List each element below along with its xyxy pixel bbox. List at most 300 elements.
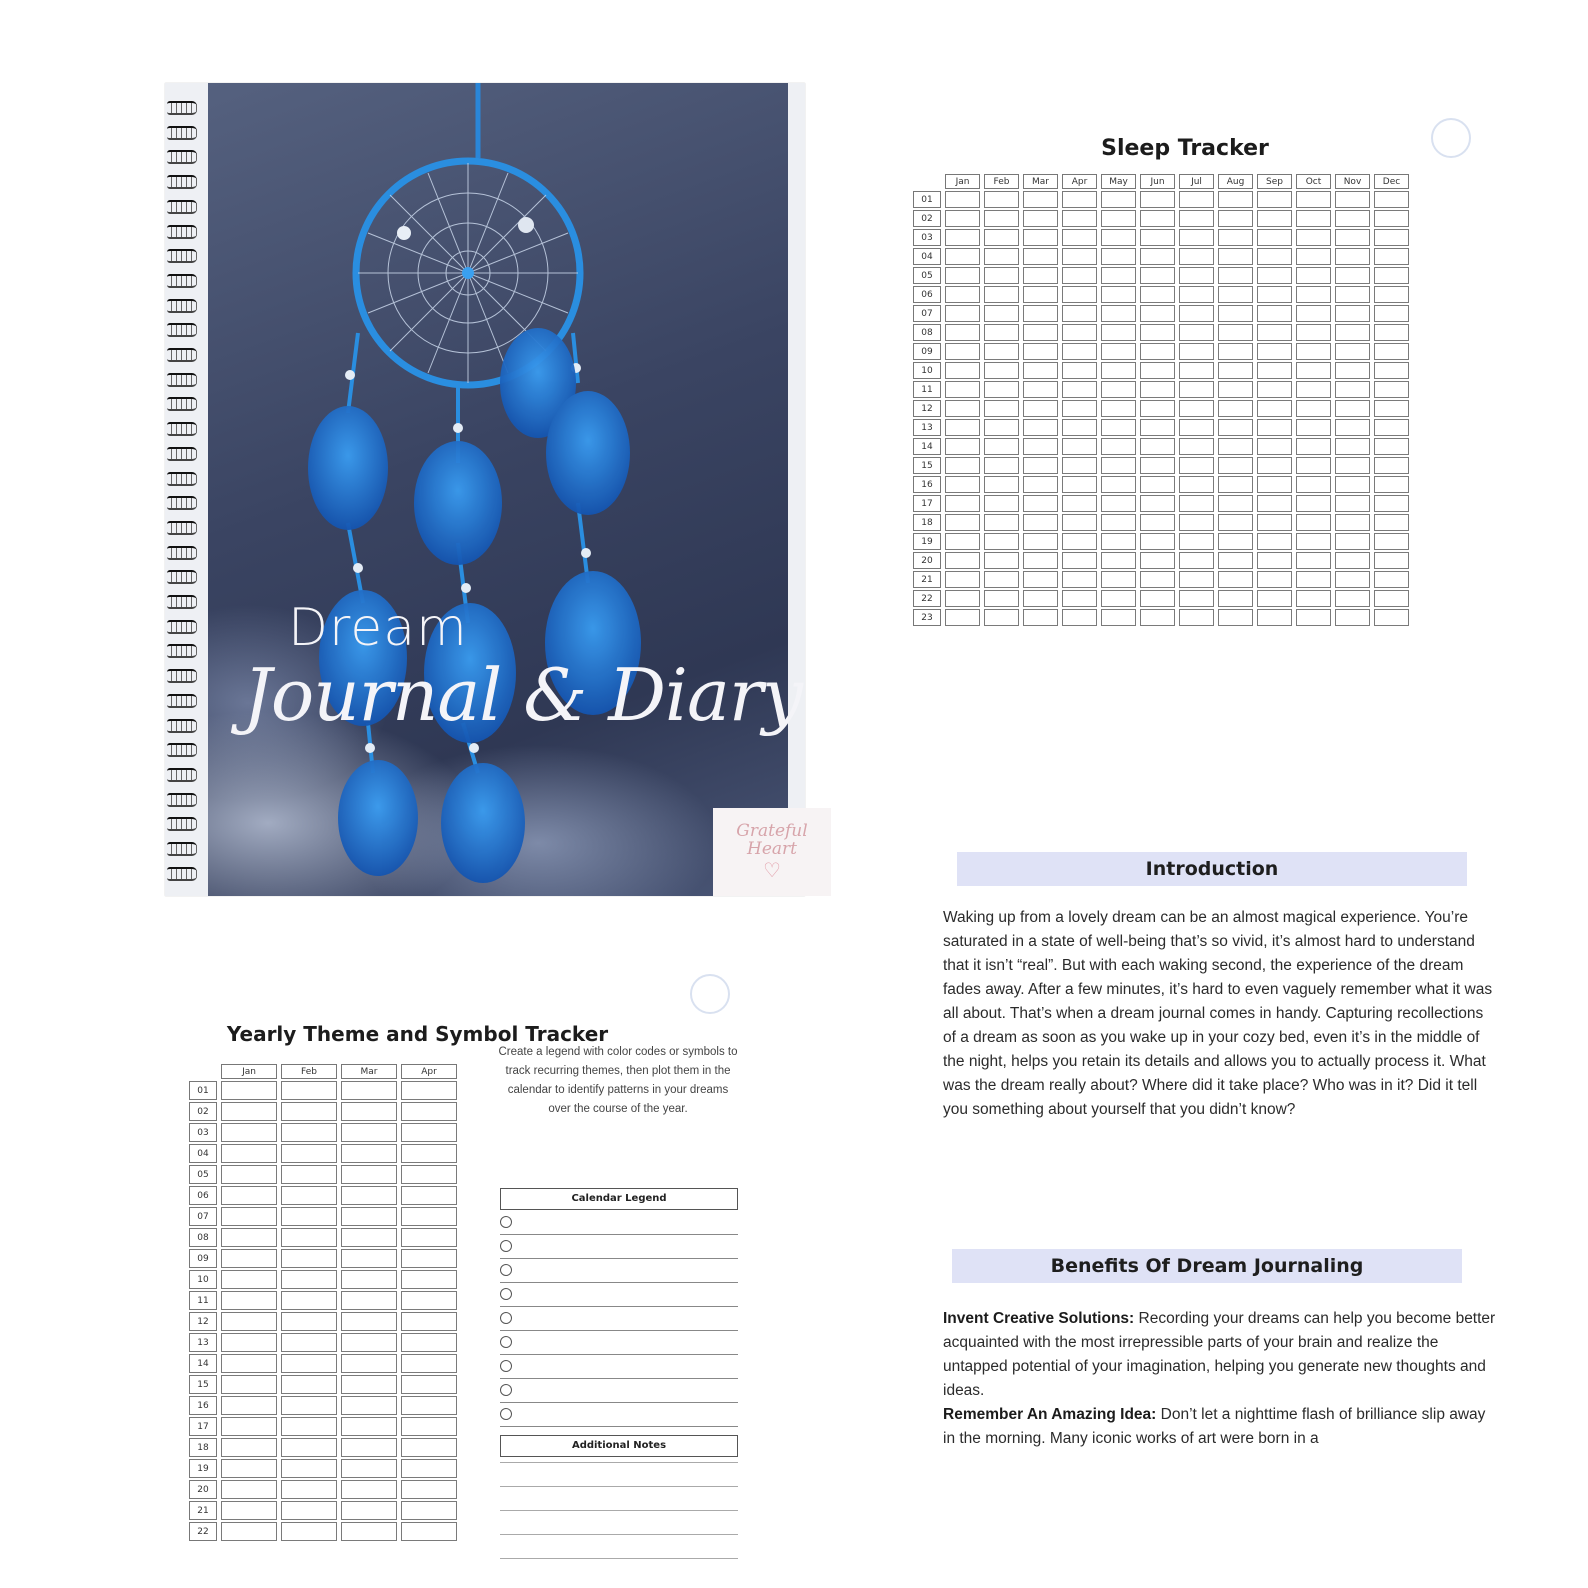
tracker-cell[interactable]	[1101, 267, 1136, 284]
legend-row[interactable]	[500, 1212, 738, 1235]
tracker-cell[interactable]	[1179, 362, 1214, 379]
tracker-cell[interactable]	[401, 1396, 457, 1415]
tracker-cell[interactable]	[1374, 343, 1409, 360]
tracker-cell[interactable]	[1335, 210, 1370, 227]
tracker-cell[interactable]	[1179, 248, 1214, 265]
tracker-cell[interactable]	[401, 1291, 457, 1310]
tracker-cell[interactable]	[1296, 286, 1331, 303]
tracker-cell[interactable]	[281, 1291, 337, 1310]
tracker-cell[interactable]	[1101, 609, 1136, 626]
tracker-cell[interactable]	[1023, 533, 1058, 550]
tracker-cell[interactable]	[984, 495, 1019, 512]
tracker-cell[interactable]	[1179, 267, 1214, 284]
tracker-cell[interactable]	[1140, 381, 1175, 398]
tracker-cell[interactable]	[341, 1144, 397, 1163]
tracker-cell[interactable]	[1101, 362, 1136, 379]
tracker-cell[interactable]	[984, 533, 1019, 550]
legend-row[interactable]	[500, 1284, 738, 1307]
tracker-cell[interactable]	[1335, 457, 1370, 474]
tracker-cell[interactable]	[1023, 381, 1058, 398]
tracker-cell[interactable]	[221, 1228, 277, 1247]
tracker-cell[interactable]	[1179, 514, 1214, 531]
tracker-cell[interactable]	[1140, 400, 1175, 417]
tracker-cell[interactable]	[1140, 457, 1175, 474]
tracker-cell[interactable]	[1296, 552, 1331, 569]
tracker-cell[interactable]	[281, 1207, 337, 1226]
tracker-cell[interactable]	[1023, 343, 1058, 360]
tracker-cell[interactable]	[1062, 324, 1097, 341]
tracker-cell[interactable]	[341, 1312, 397, 1331]
tracker-cell[interactable]	[1023, 609, 1058, 626]
tracker-cell[interactable]	[1257, 343, 1292, 360]
legend-row[interactable]	[500, 1308, 738, 1331]
tracker-cell[interactable]	[401, 1333, 457, 1352]
tracker-cell[interactable]	[1296, 571, 1331, 588]
tracker-cell[interactable]	[1218, 400, 1253, 417]
tracker-cell[interactable]	[1374, 533, 1409, 550]
tracker-cell[interactable]	[1062, 286, 1097, 303]
tracker-cell[interactable]	[1101, 476, 1136, 493]
tracker-cell[interactable]	[1374, 476, 1409, 493]
tracker-cell[interactable]	[281, 1417, 337, 1436]
note-line[interactable]	[500, 1462, 738, 1463]
tracker-cell[interactable]	[281, 1438, 337, 1457]
tracker-cell[interactable]	[1335, 590, 1370, 607]
tracker-cell[interactable]	[1257, 419, 1292, 436]
tracker-cell[interactable]	[1101, 248, 1136, 265]
tracker-cell[interactable]	[1023, 286, 1058, 303]
tracker-cell[interactable]	[341, 1123, 397, 1142]
tracker-cell[interactable]	[1062, 476, 1097, 493]
tracker-cell[interactable]	[1374, 286, 1409, 303]
tracker-cell[interactable]	[1335, 229, 1370, 246]
tracker-cell[interactable]	[1218, 609, 1253, 626]
tracker-cell[interactable]	[1062, 571, 1097, 588]
tracker-cell[interactable]	[1101, 343, 1136, 360]
tracker-cell[interactable]	[1023, 267, 1058, 284]
tracker-cell[interactable]	[1257, 362, 1292, 379]
note-line[interactable]	[500, 1486, 738, 1487]
tracker-cell[interactable]	[1140, 495, 1175, 512]
tracker-cell[interactable]	[341, 1480, 397, 1499]
tracker-cell[interactable]	[1335, 495, 1370, 512]
tracker-cell[interactable]	[1296, 514, 1331, 531]
tracker-cell[interactable]	[221, 1333, 277, 1352]
tracker-cell[interactable]	[1062, 438, 1097, 455]
tracker-cell[interactable]	[1374, 457, 1409, 474]
tracker-cell[interactable]	[945, 229, 980, 246]
tracker-cell[interactable]	[341, 1354, 397, 1373]
tracker-cell[interactable]	[1296, 476, 1331, 493]
tracker-cell[interactable]	[1062, 514, 1097, 531]
tracker-cell[interactable]	[1374, 210, 1409, 227]
tracker-cell[interactable]	[281, 1375, 337, 1394]
tracker-cell[interactable]	[1218, 305, 1253, 322]
tracker-cell[interactable]	[945, 210, 980, 227]
tracker-cell[interactable]	[1140, 533, 1175, 550]
tracker-cell[interactable]	[1335, 191, 1370, 208]
tracker-cell[interactable]	[1179, 305, 1214, 322]
tracker-cell[interactable]	[341, 1438, 397, 1457]
tracker-cell[interactable]	[1374, 514, 1409, 531]
tracker-cell[interactable]	[945, 248, 980, 265]
tracker-cell[interactable]	[984, 324, 1019, 341]
tracker-cell[interactable]	[1218, 552, 1253, 569]
tracker-cell[interactable]	[1335, 400, 1370, 417]
tracker-cell[interactable]	[984, 400, 1019, 417]
tracker-cell[interactable]	[221, 1501, 277, 1520]
tracker-cell[interactable]	[1257, 552, 1292, 569]
tracker-cell[interactable]	[1140, 191, 1175, 208]
tracker-cell[interactable]	[984, 286, 1019, 303]
tracker-cell[interactable]	[1335, 286, 1370, 303]
tracker-cell[interactable]	[945, 457, 980, 474]
tracker-cell[interactable]	[1374, 229, 1409, 246]
tracker-cell[interactable]	[281, 1165, 337, 1184]
tracker-cell[interactable]	[281, 1312, 337, 1331]
tracker-cell[interactable]	[341, 1165, 397, 1184]
tracker-cell[interactable]	[1179, 438, 1214, 455]
tracker-cell[interactable]	[945, 324, 980, 341]
tracker-cell[interactable]	[1374, 248, 1409, 265]
tracker-cell[interactable]	[1023, 438, 1058, 455]
tracker-cell[interactable]	[221, 1270, 277, 1289]
tracker-cell[interactable]	[1101, 210, 1136, 227]
tracker-cell[interactable]	[1257, 609, 1292, 626]
tracker-cell[interactable]	[401, 1228, 457, 1247]
tracker-cell[interactable]	[281, 1522, 337, 1541]
tracker-cell[interactable]	[1101, 495, 1136, 512]
tracker-cell[interactable]	[1062, 248, 1097, 265]
tracker-cell[interactable]	[221, 1354, 277, 1373]
tracker-cell[interactable]	[341, 1417, 397, 1436]
tracker-cell[interactable]	[1179, 476, 1214, 493]
tracker-cell[interactable]	[1218, 210, 1253, 227]
tracker-cell[interactable]	[221, 1522, 277, 1541]
tracker-cell[interactable]	[281, 1102, 337, 1121]
tracker-cell[interactable]	[1218, 514, 1253, 531]
tracker-cell[interactable]	[401, 1459, 457, 1478]
tracker-cell[interactable]	[1140, 324, 1175, 341]
tracker-cell[interactable]	[341, 1228, 397, 1247]
tracker-cell[interactable]	[1374, 419, 1409, 436]
tracker-cell[interactable]	[1101, 552, 1136, 569]
tracker-cell[interactable]	[1296, 400, 1331, 417]
tracker-cell[interactable]	[1179, 343, 1214, 360]
tracker-cell[interactable]	[1374, 552, 1409, 569]
tracker-cell[interactable]	[1179, 210, 1214, 227]
tracker-cell[interactable]	[1218, 419, 1253, 436]
tracker-cell[interactable]	[1374, 305, 1409, 322]
tracker-cell[interactable]	[1062, 457, 1097, 474]
tracker-cell[interactable]	[281, 1480, 337, 1499]
tracker-cell[interactable]	[221, 1249, 277, 1268]
tracker-cell[interactable]	[1257, 438, 1292, 455]
tracker-cell[interactable]	[945, 552, 980, 569]
tracker-cell[interactable]	[1257, 571, 1292, 588]
tracker-cell[interactable]	[341, 1270, 397, 1289]
tracker-cell[interactable]	[1296, 495, 1331, 512]
tracker-cell[interactable]	[401, 1501, 457, 1520]
tracker-cell[interactable]	[1374, 495, 1409, 512]
tracker-cell[interactable]	[1296, 248, 1331, 265]
tracker-cell[interactable]	[1140, 305, 1175, 322]
tracker-cell[interactable]	[1101, 191, 1136, 208]
tracker-cell[interactable]	[984, 229, 1019, 246]
tracker-cell[interactable]	[1023, 590, 1058, 607]
tracker-cell[interactable]	[1062, 210, 1097, 227]
tracker-cell[interactable]	[341, 1501, 397, 1520]
tracker-cell[interactable]	[221, 1480, 277, 1499]
legend-row[interactable]	[500, 1260, 738, 1283]
tracker-cell[interactable]	[1296, 609, 1331, 626]
tracker-cell[interactable]	[401, 1207, 457, 1226]
tracker-cell[interactable]	[1179, 400, 1214, 417]
tracker-cell[interactable]	[1257, 305, 1292, 322]
tracker-cell[interactable]	[1335, 533, 1370, 550]
tracker-cell[interactable]	[1179, 590, 1214, 607]
tracker-cell[interactable]	[1335, 552, 1370, 569]
tracker-cell[interactable]	[1062, 267, 1097, 284]
tracker-cell[interactable]	[1179, 609, 1214, 626]
tracker-cell[interactable]	[1101, 457, 1136, 474]
tracker-cell[interactable]	[1023, 400, 1058, 417]
tracker-cell[interactable]	[1140, 267, 1175, 284]
tracker-cell[interactable]	[1062, 609, 1097, 626]
tracker-cell[interactable]	[1218, 590, 1253, 607]
tracker-cell[interactable]	[1335, 343, 1370, 360]
tracker-cell[interactable]	[984, 438, 1019, 455]
tracker-cell[interactable]	[401, 1249, 457, 1268]
tracker-cell[interactable]	[1335, 248, 1370, 265]
tracker-cell[interactable]	[1140, 476, 1175, 493]
tracker-cell[interactable]	[1101, 286, 1136, 303]
tracker-cell[interactable]	[1335, 362, 1370, 379]
tracker-cell[interactable]	[221, 1375, 277, 1394]
tracker-cell[interactable]	[281, 1123, 337, 1142]
tracker-cell[interactable]	[401, 1144, 457, 1163]
tracker-cell[interactable]	[1062, 229, 1097, 246]
tracker-cell[interactable]	[281, 1249, 337, 1268]
tracker-cell[interactable]	[341, 1249, 397, 1268]
tracker-cell[interactable]	[1101, 590, 1136, 607]
tracker-cell[interactable]	[945, 419, 980, 436]
tracker-cell[interactable]	[401, 1123, 457, 1142]
tracker-cell[interactable]	[945, 400, 980, 417]
legend-row[interactable]	[500, 1380, 738, 1403]
tracker-cell[interactable]	[1335, 267, 1370, 284]
tracker-cell[interactable]	[1062, 590, 1097, 607]
tracker-cell[interactable]	[1179, 495, 1214, 512]
tracker-cell[interactable]	[1257, 590, 1292, 607]
tracker-cell[interactable]	[401, 1186, 457, 1205]
tracker-cell[interactable]	[1218, 191, 1253, 208]
tracker-cell[interactable]	[1296, 381, 1331, 398]
tracker-cell[interactable]	[1101, 400, 1136, 417]
tracker-cell[interactable]	[281, 1354, 337, 1373]
tracker-cell[interactable]	[1296, 533, 1331, 550]
tracker-cell[interactable]	[1296, 457, 1331, 474]
tracker-cell[interactable]	[281, 1396, 337, 1415]
tracker-cell[interactable]	[401, 1522, 457, 1541]
tracker-cell[interactable]	[1179, 533, 1214, 550]
tracker-cell[interactable]	[1023, 191, 1058, 208]
tracker-cell[interactable]	[1140, 419, 1175, 436]
tracker-cell[interactable]	[984, 552, 1019, 569]
tracker-cell[interactable]	[1335, 381, 1370, 398]
tracker-cell[interactable]	[401, 1438, 457, 1457]
note-line[interactable]	[500, 1510, 738, 1511]
tracker-cell[interactable]	[341, 1186, 397, 1205]
tracker-cell[interactable]	[341, 1333, 397, 1352]
tracker-cell[interactable]	[401, 1270, 457, 1289]
tracker-cell[interactable]	[1335, 571, 1370, 588]
tracker-cell[interactable]	[1374, 324, 1409, 341]
tracker-cell[interactable]	[221, 1144, 277, 1163]
tracker-cell[interactable]	[281, 1501, 337, 1520]
tracker-cell[interactable]	[1335, 419, 1370, 436]
tracker-cell[interactable]	[281, 1270, 337, 1289]
tracker-cell[interactable]	[1023, 552, 1058, 569]
tracker-cell[interactable]	[1140, 210, 1175, 227]
tracker-cell[interactable]	[1101, 305, 1136, 322]
tracker-cell[interactable]	[1218, 533, 1253, 550]
tracker-cell[interactable]	[945, 267, 980, 284]
tracker-cell[interactable]	[1218, 324, 1253, 341]
tracker-cell[interactable]	[281, 1333, 337, 1352]
tracker-cell[interactable]	[1101, 381, 1136, 398]
tracker-cell[interactable]	[1374, 381, 1409, 398]
tracker-cell[interactable]	[221, 1291, 277, 1310]
tracker-cell[interactable]	[1023, 305, 1058, 322]
tracker-cell[interactable]	[1335, 438, 1370, 455]
tracker-cell[interactable]	[341, 1396, 397, 1415]
tracker-cell[interactable]	[1140, 571, 1175, 588]
tracker-cell[interactable]	[1374, 191, 1409, 208]
tracker-cell[interactable]	[341, 1375, 397, 1394]
tracker-cell[interactable]	[1374, 362, 1409, 379]
tracker-cell[interactable]	[341, 1081, 397, 1100]
tracker-cell[interactable]	[1218, 229, 1253, 246]
tracker-cell[interactable]	[1218, 343, 1253, 360]
tracker-cell[interactable]	[1101, 514, 1136, 531]
tracker-cell[interactable]	[281, 1081, 337, 1100]
tracker-cell[interactable]	[1257, 400, 1292, 417]
tracker-cell[interactable]	[1218, 476, 1253, 493]
tracker-cell[interactable]	[1218, 267, 1253, 284]
tracker-cell[interactable]	[1296, 305, 1331, 322]
tracker-cell[interactable]	[1257, 533, 1292, 550]
tracker-cell[interactable]	[221, 1438, 277, 1457]
tracker-cell[interactable]	[341, 1207, 397, 1226]
tracker-cell[interactable]	[1023, 248, 1058, 265]
tracker-cell[interactable]	[1140, 362, 1175, 379]
tracker-cell[interactable]	[221, 1396, 277, 1415]
tracker-cell[interactable]	[1374, 267, 1409, 284]
tracker-cell[interactable]	[1335, 324, 1370, 341]
tracker-cell[interactable]	[221, 1081, 277, 1100]
tracker-cell[interactable]	[1179, 286, 1214, 303]
tracker-cell[interactable]	[945, 381, 980, 398]
tracker-cell[interactable]	[401, 1417, 457, 1436]
tracker-cell[interactable]	[1140, 552, 1175, 569]
tracker-cell[interactable]	[1101, 533, 1136, 550]
tracker-cell[interactable]	[1218, 381, 1253, 398]
tracker-cell[interactable]	[1062, 495, 1097, 512]
tracker-cell[interactable]	[401, 1165, 457, 1184]
tracker-cell[interactable]	[945, 476, 980, 493]
tracker-cell[interactable]	[984, 191, 1019, 208]
tracker-cell[interactable]	[1023, 457, 1058, 474]
tracker-cell[interactable]	[341, 1291, 397, 1310]
legend-row[interactable]	[500, 1236, 738, 1259]
tracker-cell[interactable]	[984, 571, 1019, 588]
tracker-cell[interactable]	[945, 362, 980, 379]
tracker-cell[interactable]	[984, 267, 1019, 284]
tracker-cell[interactable]	[1335, 609, 1370, 626]
tracker-cell[interactable]	[1140, 438, 1175, 455]
tracker-cell[interactable]	[1374, 590, 1409, 607]
tracker-cell[interactable]	[1296, 324, 1331, 341]
tracker-cell[interactable]	[1179, 571, 1214, 588]
tracker-cell[interactable]	[1101, 438, 1136, 455]
tracker-cell[interactable]	[1257, 229, 1292, 246]
tracker-cell[interactable]	[1062, 419, 1097, 436]
tracker-cell[interactable]	[1101, 571, 1136, 588]
tracker-cell[interactable]	[1296, 438, 1331, 455]
tracker-cell[interactable]	[221, 1165, 277, 1184]
tracker-cell[interactable]	[945, 514, 980, 531]
tracker-cell[interactable]	[1296, 210, 1331, 227]
tracker-cell[interactable]	[1140, 248, 1175, 265]
tracker-cell[interactable]	[1101, 229, 1136, 246]
tracker-cell[interactable]	[1374, 400, 1409, 417]
tracker-cell[interactable]	[1062, 305, 1097, 322]
tracker-cell[interactable]	[1023, 210, 1058, 227]
tracker-cell[interactable]	[1296, 229, 1331, 246]
tracker-cell[interactable]	[1335, 514, 1370, 531]
tracker-cell[interactable]	[984, 362, 1019, 379]
tracker-cell[interactable]	[984, 210, 1019, 227]
tracker-cell[interactable]	[945, 533, 980, 550]
tracker-cell[interactable]	[984, 590, 1019, 607]
tracker-cell[interactable]	[1218, 495, 1253, 512]
tracker-cell[interactable]	[1062, 381, 1097, 398]
tracker-cell[interactable]	[945, 305, 980, 322]
tracker-cell[interactable]	[221, 1417, 277, 1436]
tracker-cell[interactable]	[1218, 457, 1253, 474]
tracker-cell[interactable]	[945, 590, 980, 607]
note-line[interactable]	[500, 1558, 738, 1559]
tracker-cell[interactable]	[221, 1123, 277, 1142]
tracker-cell[interactable]	[221, 1459, 277, 1478]
tracker-cell[interactable]	[281, 1228, 337, 1247]
tracker-cell[interactable]	[1062, 343, 1097, 360]
tracker-cell[interactable]	[401, 1480, 457, 1499]
tracker-cell[interactable]	[1101, 419, 1136, 436]
tracker-cell[interactable]	[984, 381, 1019, 398]
tracker-cell[interactable]	[1257, 324, 1292, 341]
tracker-cell[interactable]	[1218, 571, 1253, 588]
tracker-cell[interactable]	[945, 495, 980, 512]
tracker-cell[interactable]	[1257, 495, 1292, 512]
tracker-cell[interactable]	[1140, 229, 1175, 246]
tracker-cell[interactable]	[1218, 248, 1253, 265]
tracker-cell[interactable]	[984, 457, 1019, 474]
tracker-cell[interactable]	[945, 286, 980, 303]
tracker-cell[interactable]	[281, 1144, 337, 1163]
tracker-cell[interactable]	[1023, 495, 1058, 512]
